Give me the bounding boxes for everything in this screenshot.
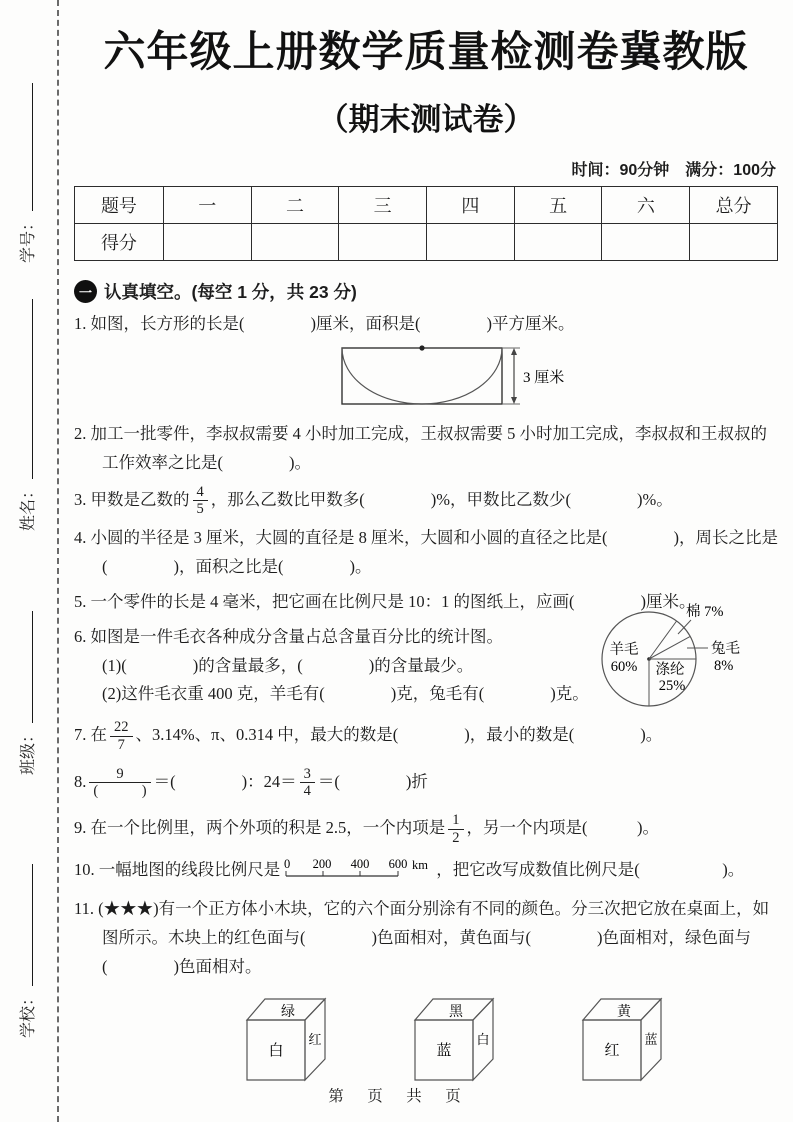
student-name-field	[15, 299, 38, 531]
cube-figure-3	[578, 992, 674, 1086]
score-table-score-row	[75, 224, 778, 261]
question-7	[74, 719, 778, 753]
pie-label-cotton: 棉 7%	[686, 604, 724, 620]
pie-value-rabbit: 8%	[714, 658, 734, 674]
pie-chart-svg	[594, 598, 792, 716]
section-1-header	[74, 279, 778, 304]
score-cell	[339, 224, 427, 261]
class-blank-line	[16, 611, 33, 723]
cube-2-front-label: 蓝	[436, 1042, 452, 1059]
section-1-title: 认真填空。(每空 1 分，共 23 分)	[104, 282, 357, 303]
score-col-6: 六	[602, 187, 690, 224]
question-6-sub-2: (2)这件毛衣重 400 克，羊毛有( )克，兔毛有( )克。	[102, 684, 589, 704]
cube-3-front-label: 红	[604, 1042, 620, 1059]
page-subtitle: （期末测试卷）	[317, 102, 535, 138]
question-11-cube-figures	[242, 992, 778, 1086]
pie-label-wool: 羊毛	[609, 642, 639, 658]
school-label: 学校：	[20, 989, 37, 1038]
question-6-pie-chart	[594, 598, 792, 721]
question-1-figure	[340, 341, 778, 414]
student-id-blank-line	[16, 83, 33, 211]
question-8	[74, 766, 778, 800]
score-col-5: 五	[514, 187, 602, 224]
page-title: 六年级上册数学质量检测卷冀教版	[103, 28, 749, 75]
question-8-text: 8.	[74, 771, 87, 791]
cube-figure-1	[242, 992, 338, 1086]
score-cell	[163, 224, 251, 261]
question-8-text: ＝( )折	[317, 771, 428, 791]
school-field	[15, 864, 38, 1038]
cube-1-right-label: 红	[308, 1031, 322, 1047]
question-11: 11. (★★★)有一个正方体小木块，它的六个面分别涂有不同的颜色。分三次把它放在桌面上，如图所示。木块上的红色面与( )色面相对，黄色面与( )色面相对，绿色面与( )色面相对。	[74, 899, 770, 977]
score-cell	[602, 224, 690, 261]
svg-text:600: 600	[388, 857, 408, 872]
main-content	[74, 0, 778, 1086]
question-1: 1. 如图，长方形的长是( )厘米，面积是( )平方厘米。	[74, 314, 575, 334]
student-id-field	[15, 83, 38, 263]
fraction-22-7: $\frac{22}{7}$	[110, 719, 133, 753]
question-4: 4. 小圆的半径是 3 厘米，大圆的直径是 8 厘米，大圆和小圆的直径之比是( )，周长之比是( )，面积之比是( )。	[74, 528, 778, 576]
score-col-total: 总分	[690, 187, 778, 224]
score-cell	[427, 224, 515, 261]
svg-text:0: 0	[284, 857, 291, 872]
question-3-text: 3. 甲数是乙数的	[74, 489, 190, 509]
fraction-3-4: $\frac{3}{4}$	[300, 766, 315, 800]
cube-2-top-label: 黑	[449, 1004, 463, 1020]
rectangle-semicircle-figure	[340, 341, 602, 409]
svg-text:400: 400	[350, 857, 370, 872]
score-cell	[514, 224, 602, 261]
time-score-meta: 时间：90分钟 满分：100分	[571, 162, 776, 180]
student-name-blank-line	[16, 299, 33, 479]
question-5: 5. 一个零件的长是 4 毫米，把它画在比例尺是 10：1 的图纸上，应画( )厘米。	[74, 591, 696, 611]
svg-text:km: km	[412, 858, 429, 873]
figure-dimension-label: 3 厘米	[523, 369, 565, 386]
question-3	[74, 484, 778, 518]
class-field	[15, 611, 38, 775]
score-col-1: 一	[163, 187, 251, 224]
svg-text:200: 200	[312, 857, 332, 872]
pie-label-rabbit: 兔毛	[711, 641, 740, 657]
question-2: 2. 加工一批零件，李叔叔需要 4 小时加工完成，王叔叔需要 5 小时加工完成，李叔叔和王叔叔的工作效率之比是( )。	[74, 423, 767, 472]
score-col-2: 二	[251, 187, 339, 224]
class-label: 班级：	[20, 726, 37, 775]
section-number-badge: 一	[74, 280, 97, 303]
cube-1-top-label: 绿	[281, 1004, 295, 1020]
question-8-text: ＝( )：24＝	[153, 771, 297, 791]
question-9	[74, 812, 778, 846]
page-footer: 第 页 共 页	[328, 1088, 465, 1105]
score-table-corner: 题号	[75, 187, 164, 224]
question-10-text: ，把它改写成数值比例尺是( )。	[436, 860, 745, 880]
question-7-text: 7. 在	[74, 725, 107, 745]
question-9-text: 9. 在一个比例里，两个外项的积是 2.5，一个内项是	[74, 818, 446, 838]
student-id-label: 学号：	[20, 214, 37, 263]
score-row-label: 得分	[75, 224, 164, 261]
cube-3-top-label: 黄	[617, 1004, 631, 1020]
question-7-text: 、3.14%、π、0.314 中，最大的数是( )，最小的数是( )。	[135, 725, 663, 745]
cube-figure-2	[410, 992, 506, 1086]
question-9-text: ，另一个内项是( )。	[466, 818, 660, 838]
pie-value-wool: 60%	[610, 659, 638, 675]
cube-3-right-label: 蓝	[644, 1031, 658, 1047]
score-col-4: 四	[427, 187, 515, 224]
fraction-4-5: $\frac{4}{5}$	[193, 484, 208, 518]
fraction-1-2: $\frac{1}{2}$	[448, 812, 463, 846]
map-scale-bar	[282, 856, 434, 882]
cube-1-front-label: 白	[268, 1042, 284, 1059]
question-10-text: 10. 一幅地图的线段比例尺是	[74, 860, 281, 880]
student-name-label: 姓名：	[20, 482, 37, 531]
score-table	[74, 186, 778, 261]
question-3-text: ，那么乙数比甲数多( )%，甲数比乙数少( )%。	[210, 489, 673, 509]
question-10	[74, 856, 778, 885]
pie-value-polyester: 25%	[658, 678, 686, 694]
fraction-9-blank: $\frac{9}{( )}$	[89, 766, 150, 800]
score-cell	[690, 224, 778, 261]
score-table-header-row	[75, 187, 778, 224]
pie-label-polyester: 涤纶	[655, 662, 685, 678]
fold-dashed-line	[57, 0, 59, 1122]
school-blank-line	[16, 864, 33, 986]
question-6-sub-1: (1)( )的含量最多，( )的含量最少。	[102, 655, 474, 675]
score-cell	[251, 224, 339, 261]
question-6: 6. 如图是一件毛衣各种成分含量占总含量百分比的统计图。	[74, 626, 503, 646]
score-col-3: 三	[339, 187, 427, 224]
cube-2-right-label: 白	[476, 1031, 490, 1047]
